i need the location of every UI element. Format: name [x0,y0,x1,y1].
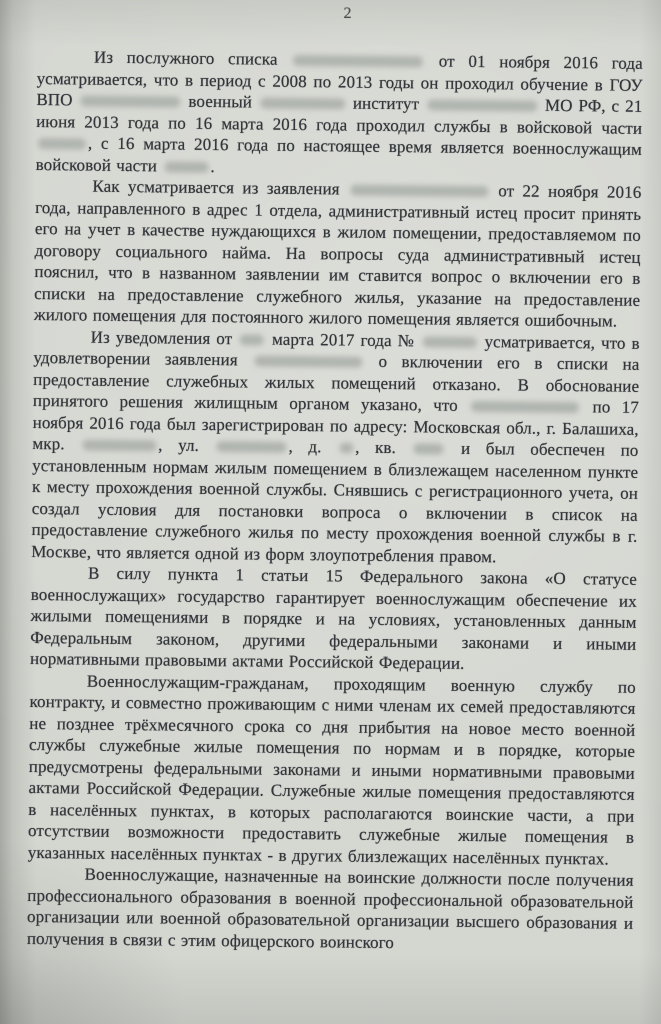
text-segment: МО РФ, с 21 июня 2013 года по 16 марта 2016 года проходил службы в войсковой части [36,95,643,138]
text-segment: , кв. [355,437,412,458]
text-segment: В силу пункта 1 статьи 15 Федерального закона «О статусе военнослужащих» государство гарантирует военнослужащим обеспечение их жилыми помещениями в порядке и на условиях, установленных данным Федеральным законом, другими федеральными законами и иными нормативными правовыми актами Российской Федерации. [29,563,638,673]
text-segment: от 22 ноября 2016 года, направленного в адрес 1 отдела, административный истец просит принять его на учет в качестве нуждающихся в жилом помещении, предоставляемом по договору социального найма. На вопросы суда административный истец пояснил, что в названном заявлении им ставится вопрос о включении его в списки на предоставление служебного жилья, указание на предоставление жилого помещения для постоянного жилого помещения является ошибочным. [33,181,642,331]
redaction-blur [427,99,537,111]
text-segment: Военнослужащие, назначенные на воинские должности после получения профессионального образования в военной профессиональной образовательной организации или военной образовательной организации высшего образования и получения в связи с этим офицерского воинского [26,864,634,952]
paragraph [30,562,637,676]
redaction-blur [164,161,208,172]
redaction-blur [339,442,353,453]
redaction-blur [216,441,286,453]
redaction-blur [254,355,362,367]
paragraph [28,669,636,869]
text-segment: марта 2017 года № [266,329,421,350]
text-segment: Из послужного списка [93,47,292,69]
text-segment: институт [346,93,426,114]
redaction-blur [80,95,180,107]
paragraph [36,46,643,182]
text-segment: Как усматривается из заявления [92,176,349,199]
text-segment: и был обеспечен по установленным нормам жилым помещением в близлежащем населенном пункте к месту прохождения военной службы. Снявшись с регистрационного учета, он создал условия для постановки вопроса о включении в список на предоставление служебного жилья по месту прохождения военной службы в г. Москве, что является одной из форм злоупотребления правом. [31,438,639,566]
paragraph [34,175,642,332]
text-segment: , с 16 марта 2016 года по настоящее время является военнослужащим войсковой части [35,133,642,175]
document-body [27,46,643,956]
redaction-blur [82,440,156,452]
redaction-blur [471,401,579,413]
text-segment: от 01 ноября 2016 года усматривается, что в период с 2008 по 2013 годы он проходил обучение в ГОУ ВПО [36,51,643,110]
redaction-blur [422,336,476,348]
redaction-blur [350,185,488,198]
text-segment: по 17 ноября 2016 года был зарегистрирован по адресу: Московская обл., г. Балашиха, мкр. [32,397,640,454]
redaction-blur [38,138,86,150]
text-segment: Военнослужащим-гражданам, проходящим военную службу по контракту, и совместно проживающим с ними членам их семей предоставляются не позднее трёхмесячного срока со дня прибытия на новое место военной службы служебные жилые помещения по нормам и в порядке, которые предусмотрены федеральными законами и иными нормативными правовыми актами Российской Федерации. Служебные жилые помещения предоставляются в населённых пунктах, в которых располагаются воинские части, а при отсутствии возможности предоставить служебные жилые помещения в указанных населённых пунктах - в других близлежащих населённых пунктах. [27,671,636,869]
page-number: 2 [343,5,352,22]
text-segment: Из уведомления от [90,327,239,348]
text-segment: о включении его в списки на предоставление служебных жилых помещений отказано. В обоснование принятого решения жилищным органом указано, что [32,351,640,415]
paragraph [27,863,634,956]
redaction-blur [240,334,264,345]
text-segment: военный [182,91,259,112]
redaction-blur [413,443,443,454]
text-segment: , д. [288,436,338,457]
text-segment: усматривается, что в удовлетворении заявления [33,331,640,370]
text-segment: . [210,156,215,176]
paragraph [31,325,640,568]
redaction-blur [293,55,423,67]
redaction-blur [260,98,345,110]
text-segment: , ул. [158,435,215,456]
